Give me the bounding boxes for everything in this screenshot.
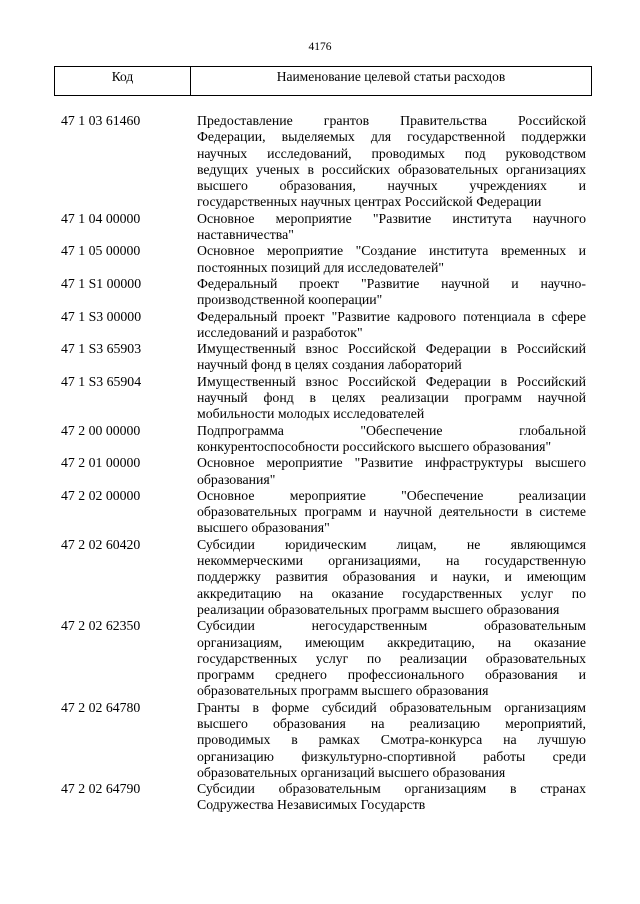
table-row xyxy=(61,243,588,276)
description-line: Субсидии образовательным организациям в странах xyxy=(197,781,586,797)
row-description xyxy=(197,309,586,342)
table-row xyxy=(61,211,588,244)
row-description xyxy=(197,211,586,244)
table-row xyxy=(61,488,588,537)
row-description xyxy=(197,488,586,537)
description-line: Гранты в форме субсидий образовательным организациям xyxy=(197,699,586,715)
row-description xyxy=(197,618,586,699)
row-code: 47 1 05 00000 xyxy=(61,243,141,259)
description-line: реализации образовательных программ высшего образования xyxy=(197,601,560,617)
description-line: образовательных программ высшего образования xyxy=(197,683,489,699)
table-header xyxy=(54,66,592,96)
description-line: организациям, имеющим аккредитацию, на оказание xyxy=(197,634,586,650)
row-code: 47 1 S1 00000 xyxy=(61,275,142,291)
row-code: 47 2 02 00000 xyxy=(61,487,141,503)
description-line: постоянных позиций для исследователей" xyxy=(197,259,445,275)
description-line: Основное мероприятие "Создание института временных и xyxy=(197,243,586,259)
column-header-name: Наименование целевой статьи расходов xyxy=(276,69,506,84)
table-row xyxy=(61,537,588,618)
row-description xyxy=(197,243,586,276)
description-line: ведущих ученых в российских образовательных организациях xyxy=(197,161,586,177)
description-line: Основное мероприятие "Развитие института научного xyxy=(197,210,586,226)
table-row xyxy=(61,423,588,456)
table-row xyxy=(61,700,588,781)
description-line: Субсидии юридическим лицам, не являющимся xyxy=(197,536,586,552)
description-line: поддержку развития образования и науки, и имеющим xyxy=(197,569,586,585)
table-row xyxy=(61,113,588,211)
description-line: мобильности молодых исследователей xyxy=(197,406,425,422)
description-line: наставничества" xyxy=(197,227,294,243)
description-line: Основное мероприятие "Развитие инфраструктуры высшего xyxy=(197,455,586,471)
description-line: Подпрограмма "Обеспечение глобальной xyxy=(197,422,586,438)
page-number: 4176 xyxy=(308,41,332,53)
description-line: Содружества Независимых Государств xyxy=(197,797,426,813)
row-code: 47 1 S3 65903 xyxy=(61,341,142,357)
description-line: организацию физкультурно-спортивной работы среди xyxy=(197,748,586,764)
description-line: Федеральный проект "Развитие кадрового потенциала в сфере xyxy=(197,308,586,324)
description-line: государственных научных центрах Российской Федерации xyxy=(197,194,542,210)
row-code: 47 1 03 61460 xyxy=(61,113,141,128)
description-line: Основное мероприятие "Обеспечение реализации xyxy=(197,487,586,503)
row-description xyxy=(197,781,586,814)
description-line: научных исследований, проводимых под руководством xyxy=(197,145,586,161)
table-row xyxy=(61,618,588,699)
description-line: высшего образования, научных учреждениях и xyxy=(197,178,586,194)
row-code: 47 2 02 60420 xyxy=(61,536,141,552)
table-row xyxy=(61,455,588,488)
row-description xyxy=(197,341,586,374)
description-line: научный фонд в целях создания лабораторий xyxy=(197,357,462,373)
description-line: Федеральный проект "Развитие научной и научно- xyxy=(197,275,586,291)
budget-items-list xyxy=(61,113,588,814)
table-row xyxy=(61,374,588,423)
description-line: производственной кооперации" xyxy=(197,292,383,308)
row-description xyxy=(197,423,586,456)
row-description xyxy=(197,537,586,618)
description-line: аккредитацию на оказание государственных услуг по xyxy=(197,585,586,601)
row-description xyxy=(197,455,586,488)
description-line: Предоставление грантов Правительства Российской xyxy=(197,113,586,128)
description-line: высшего образования" xyxy=(197,520,330,536)
table-row xyxy=(61,309,588,342)
column-header-code: Код xyxy=(55,67,191,95)
description-line: Имущественный взнос Российской Федерации в Российский xyxy=(197,373,586,389)
row-code: 47 2 02 64790 xyxy=(61,781,141,797)
description-line: некоммерческими организациями, на государственную xyxy=(197,553,586,569)
description-line: Субсидии негосударственным образовательным xyxy=(197,618,586,634)
row-description xyxy=(197,113,586,211)
description-line: исследований и разработок" xyxy=(197,324,363,340)
table-row xyxy=(61,781,588,814)
description-line: высшего образования на реализацию мероприятий, xyxy=(197,715,586,731)
description-line: научный фонд в целях реализации программ научной xyxy=(197,390,586,406)
row-description xyxy=(197,276,586,309)
description-line: Имущественный взнос Российской Федерации в Российский xyxy=(197,341,586,357)
row-code: 47 2 02 64780 xyxy=(61,699,141,715)
row-code: 47 2 01 00000 xyxy=(61,455,141,471)
row-description xyxy=(197,374,586,423)
description-line: образовательных организаций высшего образования xyxy=(197,764,506,780)
row-code: 47 1 04 00000 xyxy=(61,210,141,226)
description-line: образовательных программ и научной деятельности в системе xyxy=(197,504,586,520)
row-code: 47 1 S3 65904 xyxy=(61,373,142,389)
table-row xyxy=(61,276,588,309)
table-row xyxy=(61,341,588,374)
description-line: проводимых в рамках Смотра-конкурса на лучшую xyxy=(197,732,586,748)
description-line: образования" xyxy=(197,471,276,487)
description-line: конкурентоспособности российского высшего образования" xyxy=(197,438,552,454)
description-line: программ среднего профессионального образования и xyxy=(197,667,586,683)
row-code: 47 1 S3 00000 xyxy=(61,308,142,324)
row-code: 47 2 00 00000 xyxy=(61,422,141,438)
description-line: Федерации, выделяемых для государственной поддержки xyxy=(197,129,586,145)
row-code: 47 2 02 62350 xyxy=(61,618,141,634)
description-line: государственных услуг по реализации образовательных xyxy=(197,650,586,666)
row-description xyxy=(197,700,586,781)
